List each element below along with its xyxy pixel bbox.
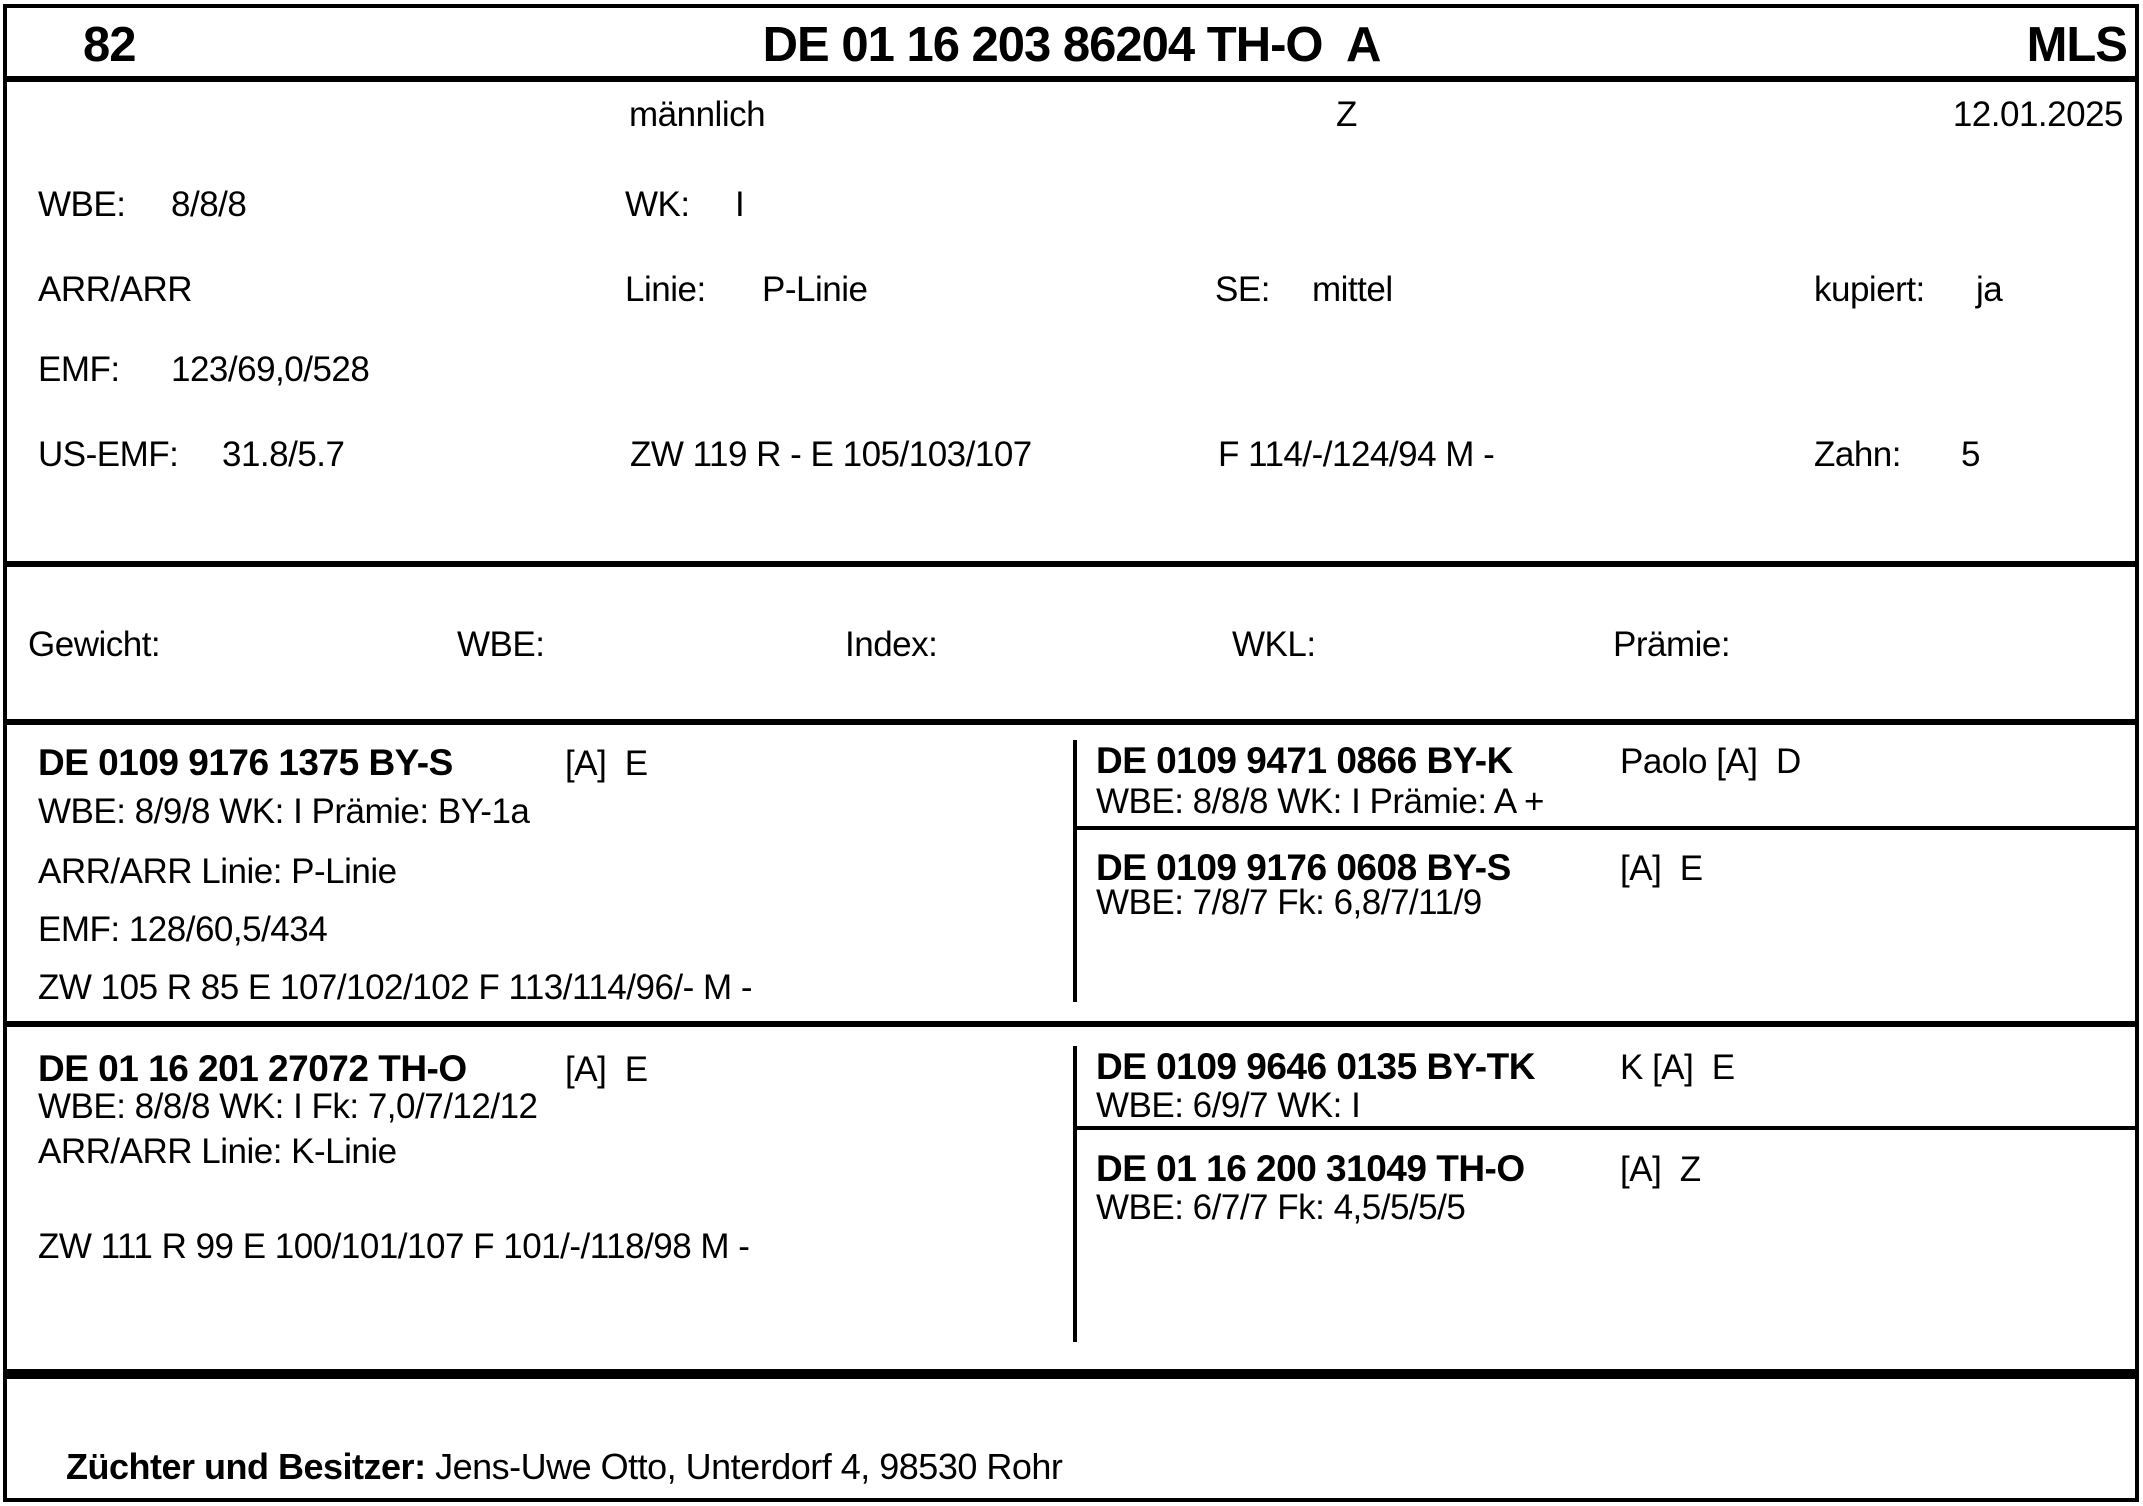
wbe-label: WBE: xyxy=(38,185,126,224)
sire-line: EMF: 128/60,5/434 xyxy=(38,910,328,949)
flag-value: Z xyxy=(1336,95,1357,134)
dam-id: DE 01 16 201 27072 TH-O xyxy=(38,1048,467,1089)
zw-value: ZW 119 R - E 105/103/107 xyxy=(630,435,1032,474)
genotype-value: ARR/ARR xyxy=(38,270,193,309)
se-label: SE: xyxy=(1215,270,1270,309)
dam-line: WBE: 8/8/8 WK: I Fk: 7,0/7/12/12 xyxy=(38,1087,538,1126)
section-divider-2 xyxy=(4,719,2139,725)
dam-dam-tag: [A] Z xyxy=(1620,1150,1701,1189)
wbe-value: 8/8/8 xyxy=(171,185,247,224)
breeder-owner-value: Jens-Uwe Otto, Unterdorf 4, 98530 Rohr xyxy=(435,1446,1063,1487)
sire-dam-line: WBE: 7/8/7 Fk: 6,8/7/11/9 xyxy=(1096,883,1482,922)
gewicht-label: Gewicht: xyxy=(28,625,161,664)
breeder-owner-label: Züchter und Besitzer: xyxy=(66,1446,426,1487)
linie-label: Linie: xyxy=(625,270,706,309)
praemie-label: Prämie: xyxy=(1613,625,1731,664)
sire-line: ZW 105 R 85 E 107/102/102 F 113/114/96/- M - xyxy=(38,968,753,1007)
sire-sire-tag: Paolo [A] D xyxy=(1620,742,1801,781)
animal-id: DE 01 16 203 86204 TH-O A xyxy=(762,18,1381,72)
dam-dam-line: WBE: 6/7/7 Fk: 4,5/5/5/5 xyxy=(1096,1188,1466,1227)
linie-value: P-Linie xyxy=(762,270,868,309)
sire-line: ARR/ARR Linie: P-Linie xyxy=(38,852,397,891)
f-value: F 114/-/124/94 M - xyxy=(1218,435,1495,474)
sire-line: WBE: 8/9/8 WK: I Prämie: BY-1a xyxy=(38,792,530,831)
emf-value: 123/69,0/528 xyxy=(171,350,370,389)
pedigree-column-divider-bottom xyxy=(1073,1046,1077,1342)
dam-dam-id: DE 01 16 200 31049 TH-O xyxy=(1096,1148,1525,1189)
sire-sire-line: WBE: 8/8/8 WK: I Prämie: A + xyxy=(1096,782,1544,821)
dam-line: ARR/ARR Linie: K-Linie xyxy=(38,1132,397,1171)
kupiert-value: ja xyxy=(1976,270,2003,309)
station-code: MLS xyxy=(2026,18,2127,72)
breeder-owner-row xyxy=(28,1398,1062,1506)
sex-value: männlich xyxy=(629,95,766,134)
wk-label: WK: xyxy=(625,185,690,224)
zahn-value: 5 xyxy=(1961,435,1980,474)
sire-dam-tag: [A] E xyxy=(1620,849,1703,888)
dam-sire-tag: K [A] E xyxy=(1620,1048,1735,1087)
sire-dam-id: DE 0109 9176 0608 BY-S xyxy=(1096,847,1511,888)
auction-wbe-label: WBE: xyxy=(457,625,545,664)
date-value: 12.01.2025 xyxy=(1952,95,2123,134)
dam-line: ZW 111 R 99 E 100/101/107 F 101/-/118/98 M - xyxy=(38,1227,750,1266)
footer-divider xyxy=(4,1369,2139,1379)
pedigree-row-divider xyxy=(4,1021,2139,1027)
pedigree-column-divider-top xyxy=(1073,740,1077,1002)
sire-sire-id: DE 0109 9471 0866 BY-K xyxy=(1096,740,1513,781)
dam-sire-id: DE 0109 9646 0135 BY-TK xyxy=(1096,1046,1535,1087)
catalog-number: 82 xyxy=(83,18,136,72)
section-divider-1 xyxy=(4,561,2139,567)
dam-tag: [A] E xyxy=(565,1050,648,1089)
index-label: Index: xyxy=(845,625,938,664)
header-divider xyxy=(4,76,2139,82)
kupiert-label: kupiert: xyxy=(1814,270,1925,309)
wk-value: I xyxy=(735,185,745,224)
us-emf-label: US-EMF: xyxy=(38,435,179,474)
us-emf-value: 31.8/5.7 xyxy=(222,435,345,474)
sire-tag: [A] E xyxy=(565,744,648,783)
dam-sire-line: WBE: 6/9/7 WK: I xyxy=(1096,1086,1361,1125)
wkl-label: WKL: xyxy=(1232,625,1316,664)
sire-id: DE 0109 9176 1375 BY-S xyxy=(38,742,453,783)
grandparent-divider-top xyxy=(1077,826,2135,830)
zahn-label: Zahn: xyxy=(1814,435,1901,474)
emf-label: EMF: xyxy=(38,350,120,389)
se-value: mittel xyxy=(1312,270,1393,309)
